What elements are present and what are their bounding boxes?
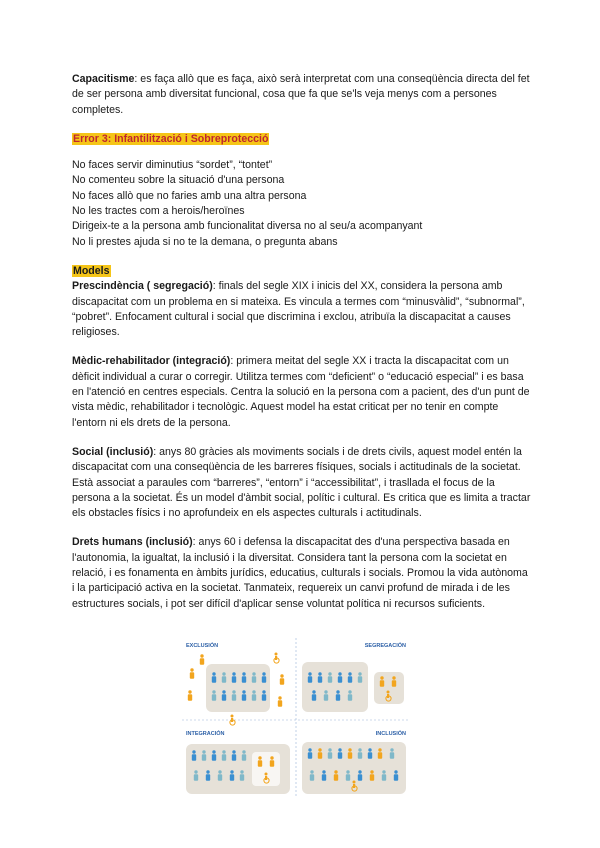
person-icon [262, 672, 266, 683]
exclusion-panel [206, 664, 270, 712]
person-icon [262, 690, 266, 701]
person-icon [194, 770, 198, 781]
model-term: Drets humans (inclusió) [72, 536, 193, 549]
person-icon [252, 672, 256, 683]
person-icon [222, 750, 226, 761]
person-icon [348, 672, 352, 683]
document-body [72, 72, 532, 612]
model-paragraph-social [72, 445, 532, 521]
error3-item: No li prestes ajuda si no te la demana, o pregunta abans [72, 235, 338, 248]
person-icon [338, 748, 342, 759]
person-icon [308, 672, 312, 683]
model-term: Prescindència ( segregació) [72, 280, 213, 293]
person-icon [212, 672, 216, 683]
capacitisme-paragraph [72, 72, 532, 118]
model-text: : anys 80 gràcies als moviments socials i de drets civils, aquest model entén la discapacitat com una conseqüència de les barreres físiques, socials i actitudinals de la societat. Està associat a paraules com “barreres”, “entorn” i “accessibilitat”, i trasllada el focus de la persona a la societat. És un model d'àmbit social, polític i cultural. Es critica que es limita a tractar els obstacles físics i no aprofundeix en els aspectes culturals i actitudinals. [72, 445, 531, 520]
person-icon [348, 748, 352, 759]
person-icon [222, 672, 226, 683]
person-icon [190, 668, 194, 679]
person-icon [232, 672, 236, 683]
person-icon [334, 770, 338, 781]
person-icon [188, 690, 192, 701]
person-icon [258, 756, 262, 767]
person-icon [212, 750, 216, 761]
person-icon [312, 690, 316, 701]
person-icon [270, 756, 274, 767]
model-text: : primera meitat del segle XX i tracta la discapacitat com un dèficit individual a curar o corregir. Utilitza termes com “deficient” o “educació especial” i es basa en l'atenció en centres especials. Centra la solució en la persona com a pacient, des d'un punt de vista mèdic, rehabilitador i tecnològic. Aquest model ha estat criticat per no tenir en compte l'entorn ni els drets de la persona. [72, 355, 530, 429]
person-icon [308, 748, 312, 759]
person-icon [206, 770, 210, 781]
capacitisme-term: Capacitisme [72, 73, 135, 85]
person-icon [242, 750, 246, 761]
person-icon [322, 770, 326, 781]
person-icon [280, 674, 284, 685]
person-icon [230, 770, 234, 781]
person-icon [192, 750, 196, 761]
person-icon [336, 690, 340, 701]
inclusion-models-figure [180, 636, 412, 800]
person-icon [240, 770, 244, 781]
person-icon [394, 770, 398, 781]
segregation-panel-small [374, 672, 404, 704]
error3-item: No faces allò que no faries amb una altra persona [72, 189, 307, 202]
error3-heading: Error 3: Infantilització i Sobreprotecció [73, 132, 269, 145]
person-icon [232, 690, 236, 701]
model-text: : finals del segle XIX i inicis del XX, considera la persona amb discapacitat com un problema en si mateixa. Es vincula a termes com “minusvàlid”, “subnormal”, “pobret”. Enfocament cultural i social que discrimina i exclou, atribuïa la discapacitat a causes religioses. [72, 280, 525, 339]
quadrant-label-exclusion: EXCLUSIÓN [186, 643, 219, 649]
person-icon [390, 748, 394, 759]
error3-heading-line [72, 132, 532, 147]
person-icon [324, 690, 328, 701]
person-icon [346, 770, 350, 781]
person-icon [278, 696, 282, 707]
person-icon [232, 750, 236, 761]
wheelchair-icon [274, 653, 279, 664]
error3-item: No les tractes com a herois/heroïnes [72, 205, 245, 218]
models-heading: Models [73, 264, 110, 277]
person-icon [358, 770, 362, 781]
quadrant-label-segregation: SEGREGACIÓN [364, 643, 406, 649]
person-icon [242, 672, 246, 683]
model-term: Social (inclusió) [72, 445, 154, 458]
model-paragraph-medic [72, 354, 532, 430]
person-icon [358, 672, 362, 683]
person-icon [200, 654, 204, 665]
person-icon [358, 748, 362, 759]
quadrant-label-integration: INTEGRACIÓN [186, 731, 225, 737]
capacitisme-text: : es faça allò que es faça, això serà interpretat com una conseqüència directa del fet de ser persona amb diversitat funcional, cosa que fa que se'ls veja menys com a persones completes. [72, 73, 530, 116]
person-icon [368, 748, 372, 759]
person-icon [318, 748, 322, 759]
error3-item: No faces servir diminutius “sordet”, “tontet” [72, 159, 273, 172]
person-icon [328, 672, 332, 683]
person-icon [382, 770, 386, 781]
person-icon [328, 748, 332, 759]
segregation-panel-main [302, 662, 368, 712]
person-icon [348, 690, 352, 701]
model-text: : anys 60 i defensa la discapacitat des d'una perspectiva basada en l'autonomia, la igualtat, la inclusió i la diversitat. Considera tant la persona com la societat en relació, i es fonamenta en àmbits jurídics, educatius, culturals i socials. Promou la vida autònoma i la participació activa en la societat. Tanmateix, requereix un canvi profund de mirada i de les estructures socials, i pot ser difícil d'aplicar sense voluntat política ni recursos suficients. [72, 536, 528, 610]
person-icon [310, 770, 314, 781]
model-paragraph-prescindencia [72, 279, 532, 340]
quadrant-label-inclusion: INCLUSIÓN [375, 731, 406, 737]
person-icon [338, 672, 342, 683]
person-icon [378, 748, 382, 759]
model-paragraph-drets [72, 535, 532, 611]
person-icon [218, 770, 222, 781]
person-icon [252, 690, 256, 701]
error3-item: No comenteu sobre la situació d'una persona [72, 174, 285, 187]
person-icon [392, 676, 396, 687]
model-term: Mèdic-rehabilitador (integració) [72, 355, 231, 368]
person-icon [222, 690, 226, 701]
models-heading-line [72, 264, 532, 279]
person-icon [318, 672, 322, 683]
person-icon [380, 676, 384, 687]
person-icon [370, 770, 374, 781]
integration-inner-panel [252, 752, 280, 786]
error3-item: Dirigeix-te a la persona amb funcionalitat diversa no al seu/a acompanyant [72, 220, 423, 233]
person-icon [242, 690, 246, 701]
person-icon [212, 690, 216, 701]
person-icon [202, 750, 206, 761]
